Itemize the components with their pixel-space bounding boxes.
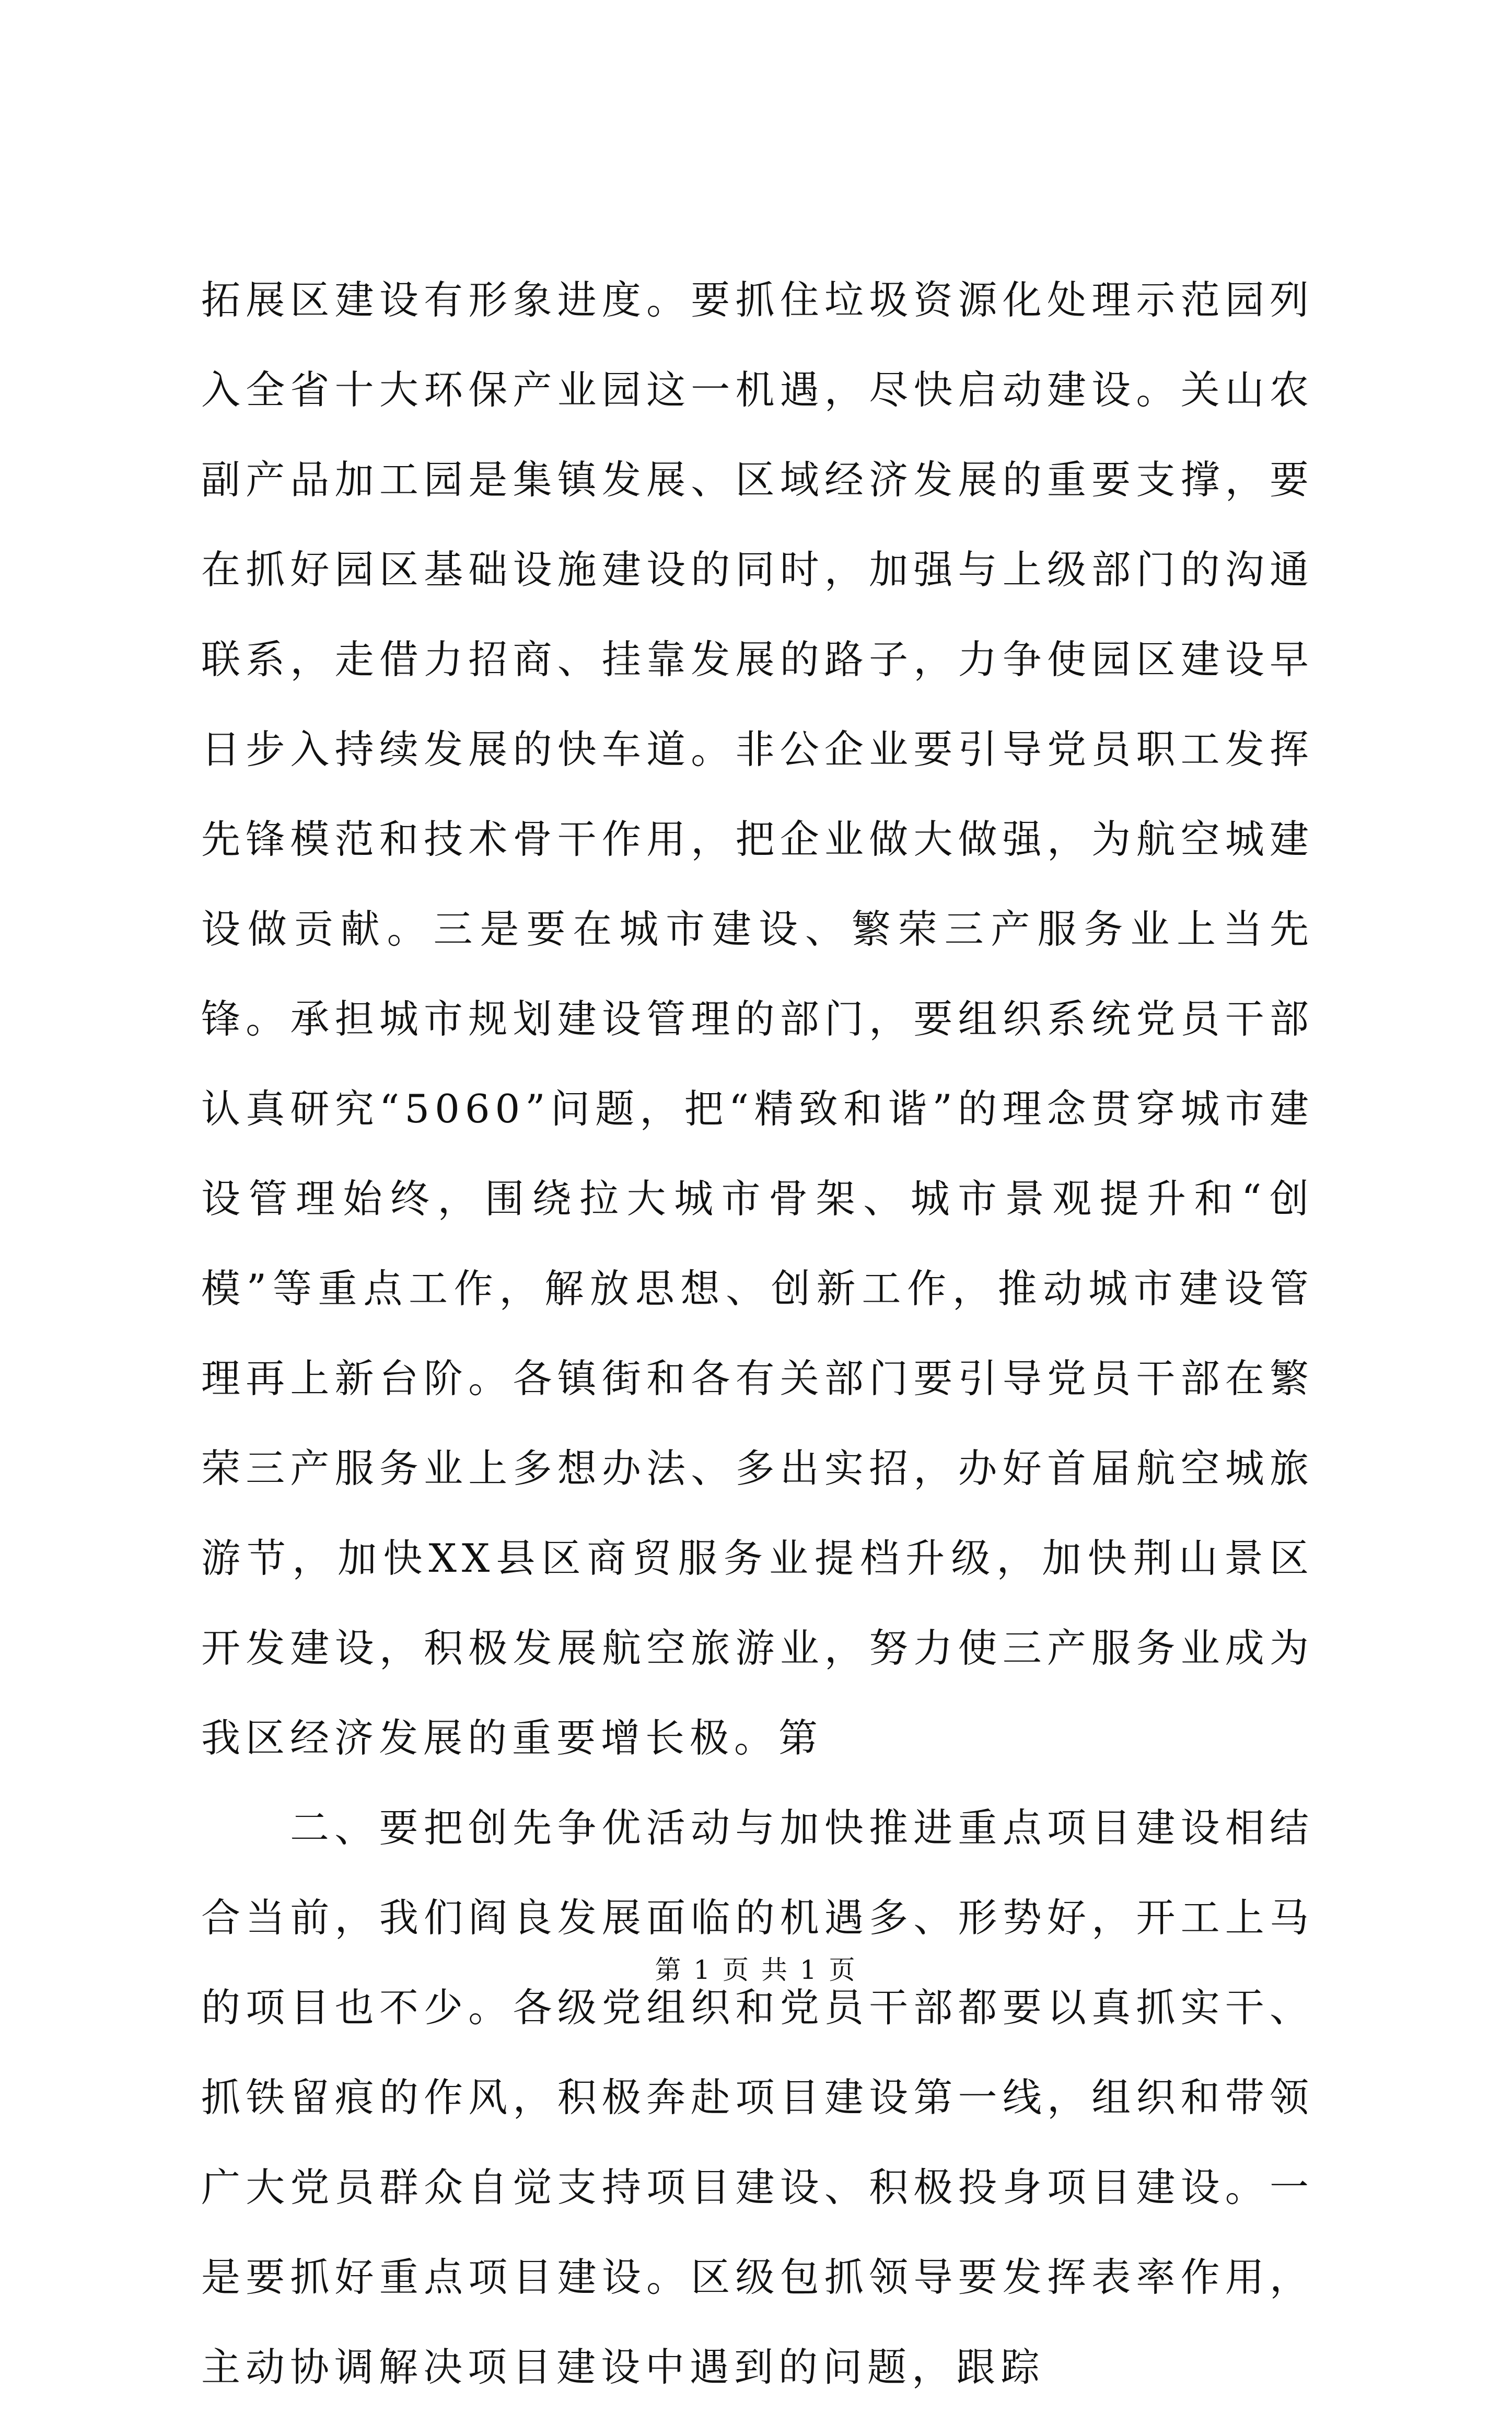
document-body — [201, 255, 1314, 2412]
paragraph-2: 二、要把创先争优活动与加快推进重点项目建设相结合当前，我们阎良发展面临的机遇多、形势好，开工上马的项目也不少。各级党组织和党员干部都要以真抓实干、抓铁留痕的作风，积极奔赴项目建设第一线，组织和带领广大党员群众自觉支持项目建设、积极投身项目建设。一是要抓好重点项目建设。区级包抓领导要发挥表率作用，主动协调解决项目建设中遇到的问题，跟踪 — [201, 1805, 1314, 2390]
page-number-indicator: 第 1 页 共 1 页 — [655, 1955, 857, 1985]
paragraph-1: 拓展区建设有形象进度。要抓住垃圾资源化处理示范园列入全省十大环保产业园这一机遇，尽快启动建设。关山农副产品加工园是集镇发展、区域经济发展的重要支撑，要在抓好园区基础设施建设的同时，加强与上级部门的沟通联系，走借力招商、挂靠发展的路子，力争使园区建设早日步入持续发展的快车道。非公企业要引导党员职工发挥先锋模范和技术骨干作用，把企业做大做强，为航空城建设做贡献。三是要在城市建设、繁荣三产服务业上当先锋。承担城市规划建设管理的部门，要组织系统党员干部认真研究“5060”问题，把“精致和谐”的理念贯穿城市建设管理始终，围绕拉大城市骨架、城市景观提升和“创模”等重点工作，解放思想、创新工作，推动城市建设管理再上新台阶。各镇街和各有关部门要引导党员干部在繁荣三产服务业上多想办法、多出实招，办好首届航空城旅游节，加快XX县区商贸服务业提档升级，加快荆山景区开发建设，积极发展航空旅游业，努力使三产服务业成为我区经济发展的重要增长极。第 — [201, 277, 1314, 1761]
page-footer — [0, 1952, 1512, 1988]
